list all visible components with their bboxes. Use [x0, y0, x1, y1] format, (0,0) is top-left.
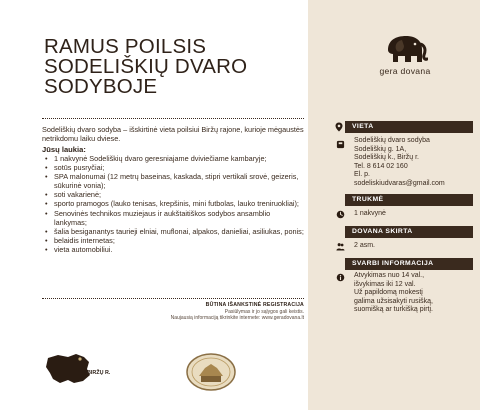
location-line: Sodeliškių k., Biržų r. [354, 154, 419, 162]
section-header-important-info: SVARBI INFORMACIJA [345, 258, 473, 270]
list-item: • 1 nakvynė Sodeliškių dvaro geresniajame dviviečiame kambaryje; [42, 154, 304, 163]
includes-list [42, 154, 304, 254]
page-title [44, 37, 304, 97]
title-line: RAMUS POILSIS [44, 35, 207, 58]
list-item: • vieta automobiliui. [42, 245, 304, 254]
registration-note [42, 302, 304, 321]
divider [42, 118, 304, 119]
list-item: • šalia besiganantys taurieji elniai, muflonai, alpakos, danieliai, asiliukas, ponis; [42, 227, 304, 236]
location-line: Sodeliškių g. 1A, [354, 145, 407, 153]
info-line: išvykimas iki 12 val. [354, 280, 416, 288]
list-item: • belaidis internetas; [42, 236, 304, 245]
list-item: • sporto pramogos (lauko tenisas, krepšinis, mini futbolas, lauko treniruokliai); [42, 199, 304, 208]
gift-for-value: 2 asm. [354, 242, 376, 249]
title-line: SODELIŠKIŲ DVARO [44, 55, 248, 78]
list-item: • Senovinės technikos muziejaus ir aukštaitiškos sodybos ansamblio lankymas; [42, 209, 304, 227]
includes-heading: Jūsų laukia: [42, 145, 86, 154]
map-label: BIRŽŲ R. [87, 370, 111, 376]
brand-name: gera dovana [379, 66, 431, 76]
people-icon [336, 242, 345, 251]
location-line: sodeliskiudvaras@gmail.com [354, 179, 445, 187]
registration-line: Naujausią informaciją tikrinkite internete: www.geradovana.lt [170, 315, 304, 321]
lithuania-map-icon [44, 352, 92, 386]
map-pin-icon [334, 122, 344, 132]
list-item: • sotūs pusryčiai; [42, 163, 304, 172]
manor-seal-logo [185, 352, 237, 392]
registration-required: BŪTINA IŠANKSTINĖ REGISTRACIJA [205, 302, 304, 308]
divider [42, 298, 304, 299]
intro-text: Sodeliškių dvaro sodyba – išskirtinė vieta poilsiui Biržų rajone, kurioje mėgaustės netrikdomu laiku dviese. [42, 125, 304, 144]
elephant-logo-icon [382, 32, 428, 66]
location-details [354, 137, 445, 189]
title-line: SODYBOJE [44, 75, 158, 98]
registration-line: Pasiūlymas ir jo sąlygos gali keistis. [224, 308, 304, 315]
location-line: Sodeliškių dvaro sodyba [354, 137, 430, 144]
section-header-duration: TRUKMĖ [345, 194, 473, 206]
info-icon [336, 273, 345, 282]
info-line: Už papildomą mokestį [354, 289, 423, 297]
location-line: Tel. 8 614 02 160 [354, 162, 408, 170]
section-header-location: VIETA [345, 121, 473, 133]
clock-icon [336, 210, 345, 219]
location-line: El. p. [354, 171, 370, 179]
phone-icon [336, 140, 345, 149]
section-header-gift-for: DOVANA SKIRTA [345, 226, 473, 238]
duration-value: 1 nakvynė [354, 210, 386, 217]
info-line: galima užsisakyti rusišką, [354, 297, 433, 305]
info-line: suomišką ar turkišką pirtį. [354, 306, 433, 314]
list-item: • SPA malonumai (12 metrų baseinas, kaskada, stipri vertikali srovė, geizeris, sūkurinė vonia); [42, 172, 304, 190]
important-info-details [354, 272, 433, 315]
list-item: • soti vakarienė; [42, 190, 304, 199]
info-line: Atvykimas nuo 14 val., [354, 272, 425, 279]
